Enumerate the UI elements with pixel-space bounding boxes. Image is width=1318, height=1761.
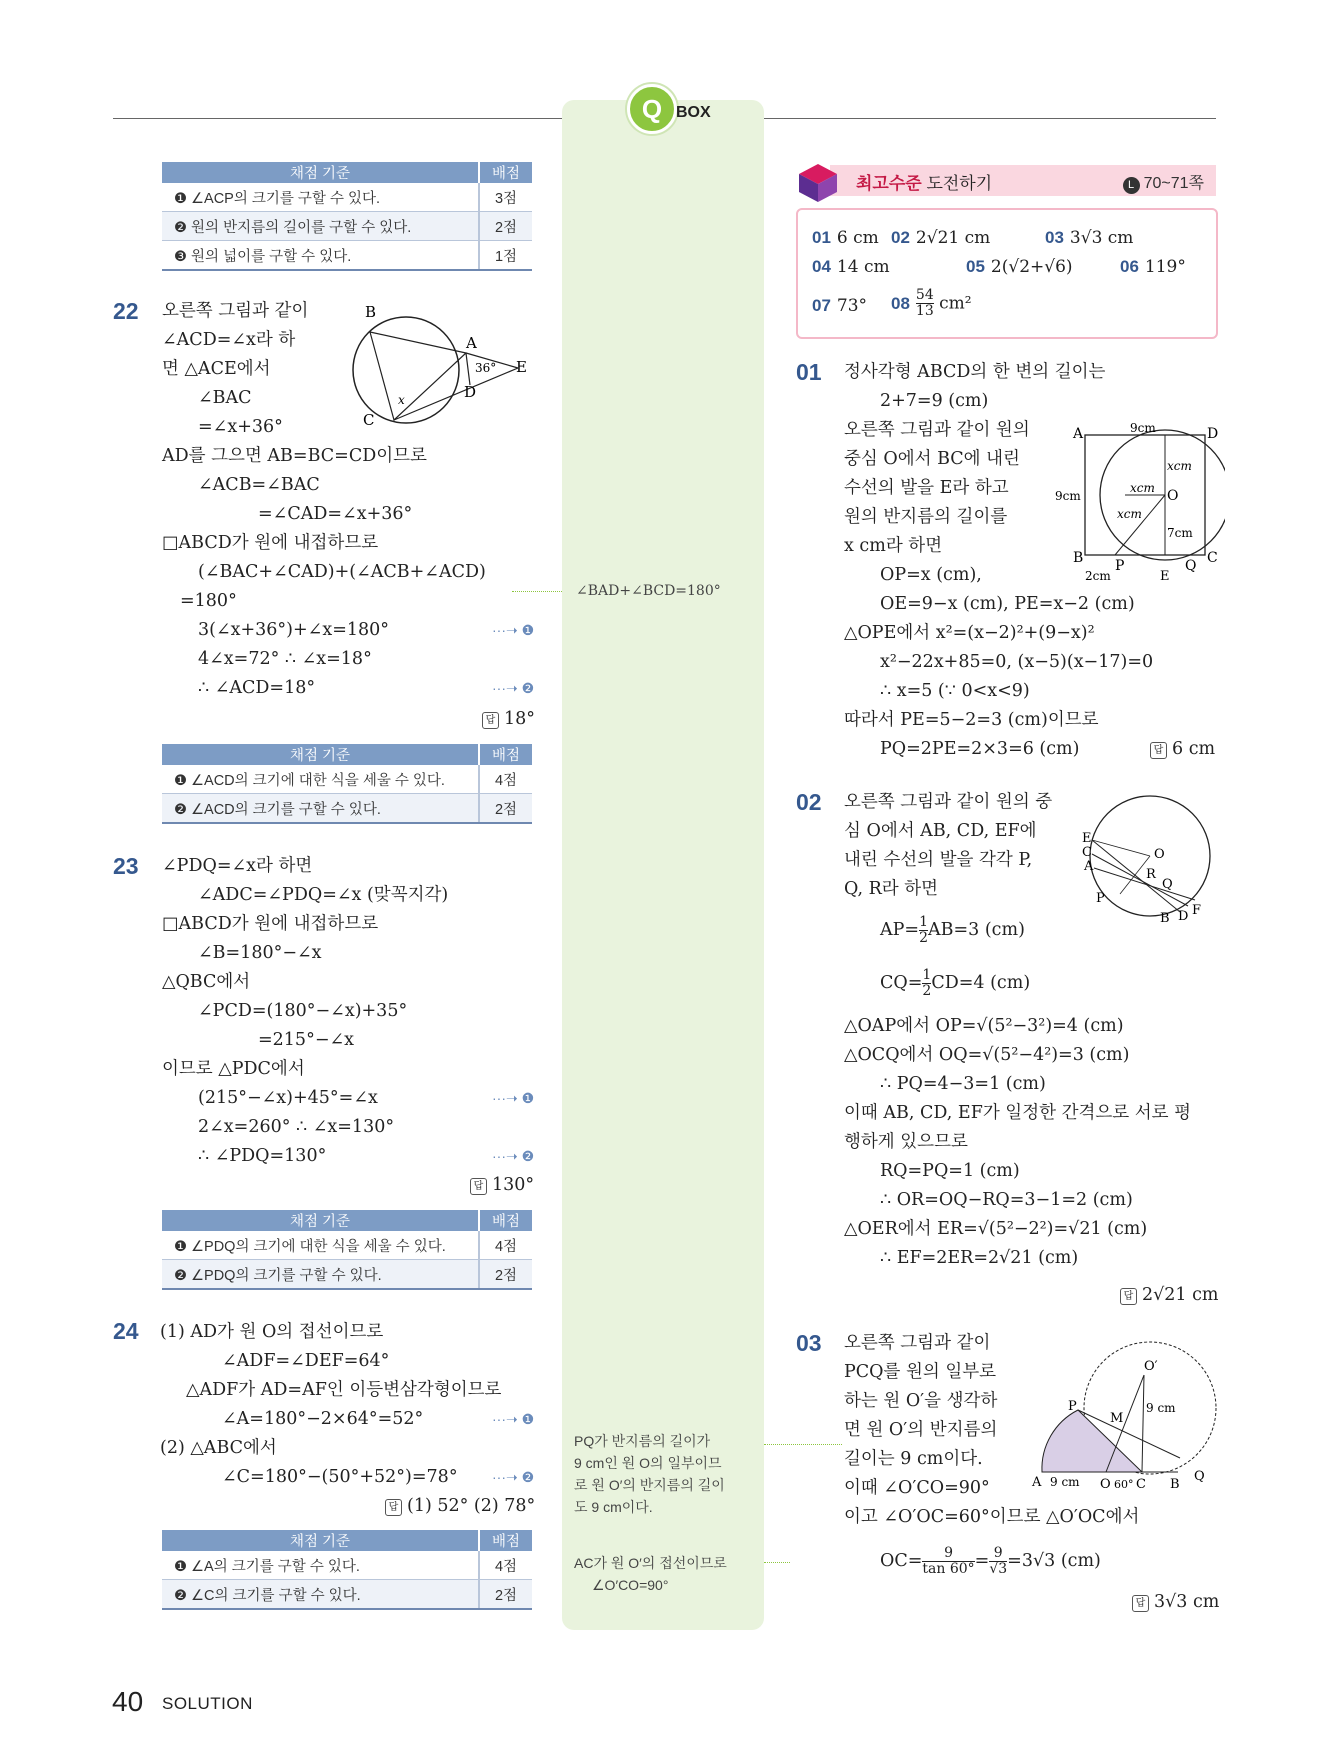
r03-line: OC= $\frac{9}{\tan 60^\circ}$ = $\frac{9}{√3}$ =3√3 (cm) bbox=[880, 1545, 1101, 1577]
note-connector bbox=[764, 1562, 790, 1563]
label-x: xcm bbox=[1130, 481, 1155, 495]
answer-icon: 답 bbox=[482, 712, 499, 729]
answer-item: 08 $\frac{54}{13}$ cm² bbox=[891, 287, 972, 319]
label-2cm: 2cm bbox=[1085, 569, 1111, 583]
label-A: A bbox=[466, 334, 477, 352]
r01-line: 2+7=9 (cm) bbox=[880, 391, 989, 411]
p22-line: ∠ACB=∠BAC bbox=[198, 475, 320, 495]
p23-line: 이므로 △PDC에서 bbox=[162, 1059, 305, 1079]
r01-line: 수선의 발을 E라 하고 bbox=[844, 478, 1009, 498]
p22-line: 오른쪽 그림과 같이 bbox=[162, 301, 309, 321]
r01-line: 오른쪽 그림과 같이 원의 bbox=[844, 420, 1030, 440]
answer-item: 02 2√21 cm bbox=[891, 228, 991, 248]
label-C: C bbox=[1136, 1477, 1146, 1492]
answer-box bbox=[796, 208, 1218, 339]
p24-line: (2) △ABC에서 bbox=[160, 1438, 277, 1458]
label-E: E bbox=[1160, 569, 1170, 584]
p24-line: ∠ADF=∠DEF=64° bbox=[222, 1351, 390, 1371]
label-9cm-left: 9cm bbox=[1055, 489, 1081, 503]
p22-line: 4∠x=72° ∴ ∠x=18° bbox=[198, 649, 372, 669]
r01-figure bbox=[1055, 420, 1225, 585]
label-E: E bbox=[1082, 831, 1092, 846]
r01-line: 원의 반지름의 길이를 bbox=[844, 507, 1008, 527]
p23-line: (215°−∠x)+45°=∠x bbox=[198, 1088, 378, 1108]
label-E: E bbox=[516, 358, 527, 376]
p22-line: AD를 그으면 AB=BC=CD이므로 bbox=[162, 446, 427, 466]
p22-line: ∠BAC bbox=[198, 388, 252, 408]
r03-line: 길이는 9 cm이다. bbox=[844, 1449, 983, 1469]
r01-line: OE=9−x (cm), PE=x−2 (cm) bbox=[880, 594, 1135, 614]
p22-line: (∠BAC+∠CAD)+(∠ACB+∠ACD) bbox=[198, 562, 486, 582]
label-C: C bbox=[1207, 550, 1218, 566]
label-M: M bbox=[1110, 1411, 1124, 1426]
p23-line: =215°−∠x bbox=[258, 1030, 355, 1050]
r02-line: RQ=PQ=1 (cm) bbox=[880, 1161, 1020, 1181]
p23-line: ∠PCD=(180°−∠x)+35° bbox=[198, 1001, 408, 1021]
label-A: A bbox=[1073, 426, 1084, 442]
label-x: x bbox=[398, 393, 405, 407]
answer-23: 답 130° bbox=[470, 1175, 534, 1195]
q-box-logo: Q bbox=[627, 84, 677, 134]
p24-line: ∠A=180°−2×64°=52° bbox=[222, 1409, 424, 1429]
label-9cm: 9 cm bbox=[1146, 1401, 1176, 1415]
p22-line: =180° bbox=[180, 591, 237, 611]
fraction: $\frac{1}{2}$ bbox=[919, 914, 928, 946]
problem-23-number: 23 bbox=[113, 853, 139, 879]
r02-line: △OER에서 ER=√(5²−2²)=√21 (cm) bbox=[844, 1219, 1148, 1239]
r01-line: x cm라 하면 bbox=[844, 536, 943, 556]
fraction: $\frac{54}{13}$ bbox=[915, 287, 934, 319]
note-connector bbox=[764, 1444, 842, 1445]
answer-item: 01 6 cm bbox=[812, 228, 879, 248]
qbox-note-1: ∠BAD+∠BCD=180° bbox=[576, 583, 721, 599]
solution-03-number: 03 bbox=[796, 1330, 822, 1356]
label-D: D bbox=[464, 383, 477, 401]
r01-line: 정사각형 ABCD의 한 변의 길이는 bbox=[844, 362, 1106, 382]
label-O: O bbox=[1100, 1477, 1111, 1492]
fraction: $\frac{9}{\tan 60^\circ}$ bbox=[922, 1545, 975, 1577]
solution-02-number: 02 bbox=[796, 789, 822, 815]
r02-line: Q, R라 하면 bbox=[844, 879, 939, 899]
label-x: xcm bbox=[1117, 507, 1142, 521]
problem-22-number: 22 bbox=[113, 298, 139, 324]
r01-line: △OPE에서 x²=(x−2)²+(9−x)² bbox=[844, 623, 1095, 643]
p22-line: =∠CAD=∠x+36° bbox=[258, 504, 413, 524]
label-x: xcm bbox=[1167, 459, 1192, 473]
criteria-table-3: 채점 기준 배점 ❶ ∠PDQ의 크기에 대한 식을 세울 수 있다. 4점 ❷ ∠PDQ의 크기를 구할 수 있다. 2점 bbox=[162, 1210, 532, 1290]
label-B: B bbox=[365, 303, 377, 321]
p22-line: 면 △ACE에서 bbox=[162, 359, 271, 379]
p24-line: ∠C=180°−(50°+52°)=78° bbox=[222, 1467, 458, 1487]
r02-line: ∴ EF=2ER=2√21 (cm) bbox=[880, 1248, 1079, 1268]
answer-02: 답 2√21 cm bbox=[1120, 1285, 1219, 1305]
label-Q: Q bbox=[1194, 1469, 1205, 1484]
r01-line: OP=x (cm), bbox=[880, 565, 982, 585]
r02-line: 이때 AB, CD, EF가 일정한 간격으로 서로 평 bbox=[844, 1103, 1192, 1123]
answer-icon: 답 bbox=[470, 1178, 487, 1195]
label-O-prime: O′ bbox=[1144, 1359, 1158, 1374]
p23-line: ∴ ∠PDQ=130° bbox=[198, 1146, 327, 1166]
level-icon: L bbox=[1123, 177, 1140, 194]
criteria-table-4: 채점 기준 배점 ❶ ∠A의 크기를 구할 수 있다. 4점 ❷ ∠C의 크기를 구할 수 있다. 2점 bbox=[162, 1530, 532, 1610]
q-box-column bbox=[562, 100, 764, 1630]
r02-line: 행하게 있으므로 bbox=[844, 1132, 968, 1152]
step-mark-1: ···➝ ❶ bbox=[492, 1090, 535, 1106]
note-connector bbox=[512, 591, 562, 592]
r01-line: PQ=2PE=2×3=6 (cm) bbox=[880, 739, 1080, 759]
r01-line: x²−22x+85=0, (x−5)(x−17)=0 bbox=[880, 652, 1154, 672]
page-number: 40 bbox=[112, 1686, 144, 1717]
label-P: P bbox=[1068, 1399, 1077, 1414]
p22-figure bbox=[340, 300, 540, 430]
r02-line: △OCQ에서 OQ=√(5²−4²)=3 (cm) bbox=[844, 1045, 1130, 1065]
step-mark-1: ···➝ ❶ bbox=[492, 622, 535, 638]
fraction: $\frac{9}{√3}$ bbox=[989, 1545, 1008, 1577]
step-mark-2: ···➝ ❷ bbox=[492, 1148, 535, 1164]
label-P: P bbox=[1115, 558, 1125, 574]
p22-line: ∴ ∠ACD=18° bbox=[198, 678, 316, 698]
problem-24-number: 24 bbox=[113, 1318, 139, 1344]
label-P: P bbox=[1096, 891, 1105, 906]
answer-24: 답 (1) 52° (2) 78° bbox=[385, 1496, 535, 1516]
r03-figure bbox=[1030, 1340, 1220, 1495]
step-mark-2: ···➝ ❷ bbox=[492, 1469, 535, 1485]
label-A: A bbox=[1084, 859, 1094, 874]
r03-line: 이때 ∠O′CO=90° bbox=[844, 1478, 990, 1498]
p22-line: □ABCD가 원에 내접하므로 bbox=[162, 533, 379, 553]
p24-line: △ADF가 AD=AF인 이등변삼각형이므로 bbox=[186, 1380, 502, 1400]
label-Q: Q bbox=[1162, 877, 1173, 892]
qbox-note-3: AC가 원 O′의 접선이므로 ∠O′CO=90° bbox=[574, 1555, 727, 1593]
label-60: 60° bbox=[1114, 1478, 1134, 1491]
q-box-label: BOX bbox=[676, 104, 711, 121]
r01-line: ∴ x=5 (∵ 0<x<9) bbox=[880, 681, 1030, 701]
answer-icon: 답 bbox=[1132, 1595, 1149, 1612]
label-O: O bbox=[1154, 847, 1165, 862]
r02-line: 오른쪽 그림과 같이 원의 중 bbox=[844, 792, 1053, 812]
r02-line: ∴ PQ=4−3=1 (cm) bbox=[880, 1074, 1046, 1094]
challenge-title: 최고수준 도전하기 bbox=[856, 174, 993, 193]
answer-item: 03 3√3 cm bbox=[1045, 228, 1134, 248]
cube-icon bbox=[796, 162, 840, 204]
r02-line: CQ= $\frac{1}{2}$ CD=4 (cm) bbox=[880, 967, 1031, 999]
label-C: C bbox=[1082, 845, 1092, 860]
r03-line: PCQ를 원의 일부로 bbox=[844, 1362, 997, 1382]
label-9cm-top: 9cm bbox=[1130, 421, 1156, 435]
r01-line: 따라서 PE=5−2=3 (cm)이므로 bbox=[844, 710, 1099, 730]
p23-line: ∠PDQ=∠x라 하면 bbox=[162, 856, 313, 876]
solution-01-number: 01 bbox=[796, 359, 822, 385]
answer-icon: 답 bbox=[385, 1499, 402, 1516]
footer-label: SOLUTION bbox=[162, 1694, 253, 1713]
r02-figure bbox=[1070, 792, 1220, 932]
p24-line: (1) AD가 원 O의 접선이므로 bbox=[160, 1322, 384, 1342]
r02-line: △OAP에서 OP=√(5²−3²)=4 (cm) bbox=[844, 1016, 1124, 1036]
label-Q: Q bbox=[1185, 558, 1197, 574]
label-O: O bbox=[1167, 488, 1179, 504]
p22-line: =∠x+36° bbox=[198, 417, 283, 437]
p23-line: ∠ADC=∠PDQ=∠x (맞꼭지각) bbox=[198, 885, 449, 905]
answer-item: 05 2(√2+√6) bbox=[966, 257, 1073, 277]
label-R: R bbox=[1146, 867, 1156, 882]
challenge-pages: L 70~71쪽 bbox=[1123, 170, 1204, 194]
label-F: F bbox=[1192, 903, 1202, 918]
answer-icon: 답 bbox=[1120, 1288, 1137, 1305]
answer-item: 06 119° bbox=[1120, 257, 1186, 277]
answer-01: 답 6 cm bbox=[1150, 739, 1215, 759]
label-D: D bbox=[1207, 426, 1219, 442]
qbox-note-2: PQ가 반지름의 길이가 9 cm인 원 O의 일부이므 로 원 O′의 반지름의 길이 도 9 cm이다. bbox=[574, 1433, 725, 1515]
r03-line: 하는 원 O′을 생각하 bbox=[844, 1391, 998, 1411]
answer-03: 답 3√3 cm bbox=[1132, 1592, 1219, 1612]
label-A: A bbox=[1032, 1475, 1042, 1490]
p23-line: 2∠x=260° ∴ ∠x=130° bbox=[198, 1117, 395, 1137]
answer-icon: 답 bbox=[1150, 742, 1167, 759]
answer-item: 04 14 cm bbox=[812, 257, 890, 277]
label-C: C bbox=[363, 411, 375, 429]
label-9cm-base: 9 cm bbox=[1050, 1475, 1080, 1489]
r01-line: 중심 O에서 BC에 내린 bbox=[844, 449, 1020, 469]
p23-line: ∠B=180°−∠x bbox=[198, 943, 322, 963]
r02-line: AP= $\frac{1}{2}$ AB=3 (cm) bbox=[880, 914, 1025, 946]
criteria-table-1: 채점 기준 배점 ❶ ∠ACP의 크기를 구할 수 있다. 3점 ❷ 원의 반지름의 길이를 구할 수 있다. 2점 ❸ 원의 넓이를 구할 수 있다. 1점 bbox=[162, 162, 532, 271]
criteria-table-2: 채점 기준 배점 ❶ ∠ACD의 크기에 대한 식을 세울 수 있다. 4점 ❷ ∠ACD의 크기를 구할 수 있다. 2점 bbox=[162, 744, 532, 824]
fraction: $\frac{1}{2}$ bbox=[922, 967, 932, 999]
p22-line: 3(∠x+36°)+∠x=180° bbox=[198, 620, 390, 640]
label-angle: 36° bbox=[475, 361, 497, 375]
r02-line: 내린 수선의 발을 각각 P, bbox=[844, 850, 1033, 870]
answer-item: 07 73° bbox=[812, 296, 868, 316]
p22-line: ∠ACD=∠x라 하 bbox=[162, 330, 296, 350]
r02-line: ∴ OR=OQ−RQ=3−1=2 (cm) bbox=[880, 1190, 1133, 1210]
label-7cm: 7cm bbox=[1167, 526, 1193, 540]
label-B: B bbox=[1170, 1477, 1180, 1492]
step-mark-2: ···➝ ❷ bbox=[492, 680, 535, 696]
r03-line: 면 원 O′의 반지름의 bbox=[844, 1420, 998, 1440]
challenge-header bbox=[796, 162, 1216, 204]
r02-line: 심 O에서 AB, CD, EF에 bbox=[844, 821, 1037, 841]
r03-line: 오른쪽 그림과 같이 bbox=[844, 1333, 991, 1353]
answer-22: 답 18° bbox=[482, 709, 535, 729]
step-mark-1: ···➝ ❶ bbox=[492, 1411, 535, 1427]
label-B: B bbox=[1160, 911, 1170, 926]
p23-line: □ABCD가 원에 내접하므로 bbox=[162, 914, 379, 934]
label-B: B bbox=[1073, 550, 1084, 566]
label-D: D bbox=[1178, 909, 1189, 924]
p23-line: △QBC에서 bbox=[162, 972, 251, 992]
r03-line: 이고 ∠O′OC=60°이므로 △O′OC에서 bbox=[844, 1507, 1140, 1527]
